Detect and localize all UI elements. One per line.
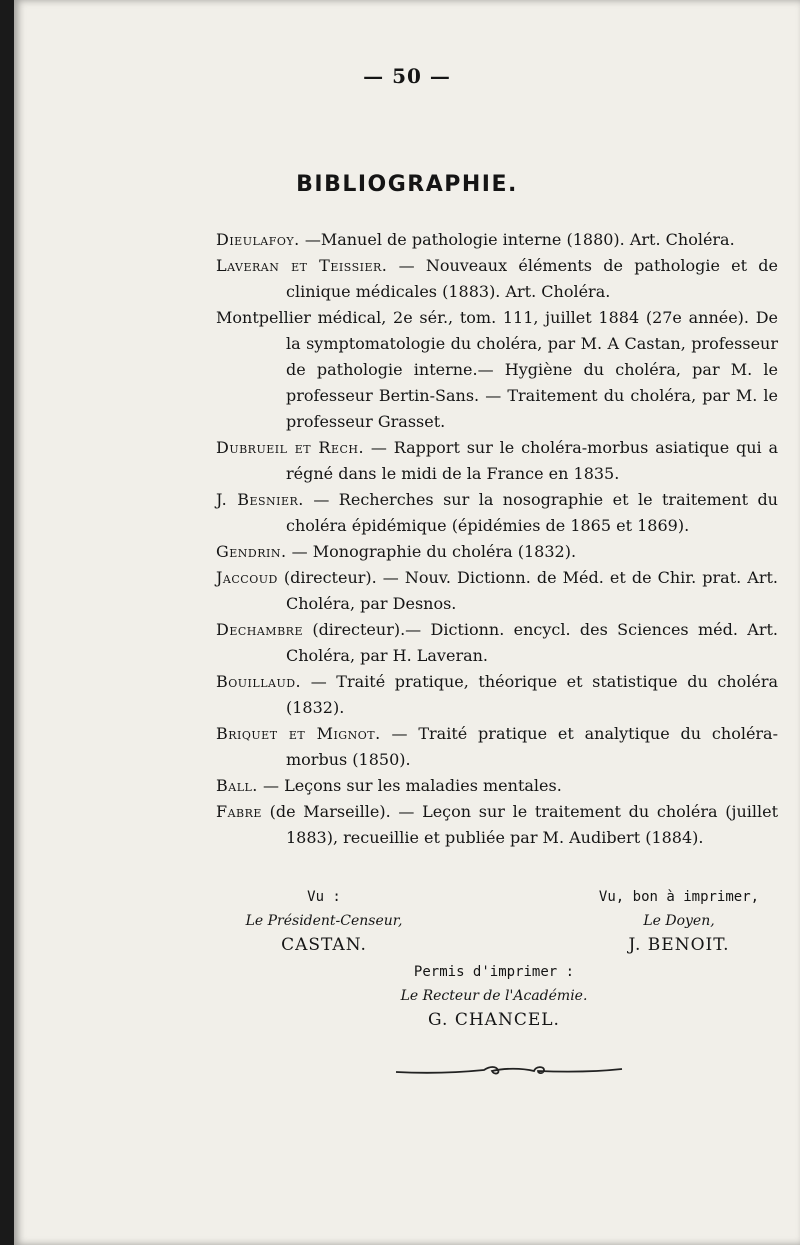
entry-author: Gendrin. bbox=[216, 542, 287, 561]
rector-approval bbox=[394, 960, 594, 1032]
bibliography-entry bbox=[216, 721, 778, 773]
bibliography-entry bbox=[216, 539, 778, 565]
entry-text: (de Marseille). — Leçon sur le traitement du choléra (juillet 1883), recueillie et publiée par M. Audibert (1884). bbox=[261, 802, 778, 847]
entry-author: Briquet et Mignot. bbox=[216, 724, 381, 743]
entry-text: — Recherches sur la nosographie et le traitement du choléra épidémique (épidémies de 1865 et 1869). bbox=[286, 490, 778, 535]
president-approval bbox=[224, 885, 424, 957]
entry-author: J. Besnier. bbox=[216, 490, 304, 509]
bibliography-entry bbox=[216, 669, 778, 721]
entry-text: (directeur). — Nouv. Dictionn. de Méd. et de Chir. prat. Art. Choléra, par Desnos. bbox=[277, 568, 778, 613]
ornament-divider-icon bbox=[394, 1060, 624, 1080]
bibliography-entry bbox=[216, 435, 778, 487]
entry-text: — Nouveaux éléments de pathologie et de clinique médicales (1883). Art. Choléra. bbox=[286, 256, 778, 301]
approval-role: Le Doyen, bbox=[643, 913, 715, 929]
entry-text: — Traité pratique et analytique du choléra-morbus (1850). bbox=[286, 724, 779, 769]
approval-label: Vu : bbox=[307, 889, 341, 905]
dean-approval bbox=[584, 885, 774, 957]
bibliography-entry bbox=[216, 487, 778, 539]
approval-label: Permis d'imprimer : bbox=[413, 964, 575, 980]
entry-text: —Manuel de pathologie interne (1880). Art. Choléra. bbox=[299, 230, 735, 249]
entry-author: Dieulafoy. bbox=[216, 230, 300, 249]
entry-text: 2e sér., tom. 111, juillet 1884 (27e année). De la symptomatologie du choléra, par M. A Castan, professeur de pathologie interne.— Hygiène du choléra, par M. le professeur Bertin-Sans. — Traitement du choléra, par M. le professeur Grasset. bbox=[286, 308, 779, 431]
entry-author: Laveran et Teissier. bbox=[216, 256, 388, 275]
page-title: BIBLIOGRAPHIE. bbox=[296, 172, 518, 197]
entry-author: Fabre bbox=[216, 802, 262, 821]
entry-text: — Leçons sur les maladies mentales. bbox=[257, 776, 562, 795]
page-number: — 50 — bbox=[363, 64, 451, 88]
entry-text: — Monographie du choléra (1832). bbox=[286, 542, 577, 561]
approval-role: Le Président-Censeur, bbox=[245, 913, 403, 929]
approval-role: Le Recteur de l'Académie. bbox=[400, 988, 588, 1004]
bibliography-list bbox=[216, 227, 778, 851]
bibliography-entry bbox=[216, 617, 778, 669]
bibliography-entry bbox=[216, 227, 778, 253]
bibliography-entry bbox=[216, 773, 778, 799]
approval-label: Vu, bon à imprimer, bbox=[598, 889, 760, 905]
entry-author: Jaccoud bbox=[216, 568, 278, 587]
bibliography-entry bbox=[216, 799, 778, 851]
document-page bbox=[14, 0, 800, 1245]
bibliography-entry bbox=[216, 253, 778, 305]
entry-text: — Rapport sur le choléra-morbus asiatique qui a régné dans le midi de la France en 1835. bbox=[286, 438, 779, 483]
bibliography-entry bbox=[216, 305, 778, 435]
entry-text: — Traité pratique, théorique et statistique du choléra (1832). bbox=[286, 672, 778, 717]
approval-name: G. CHANCEL. bbox=[428, 1010, 560, 1030]
entry-author: Ball. bbox=[216, 776, 258, 795]
entry-author: Dechambre bbox=[216, 620, 303, 639]
entry-author: Montpellier médical, bbox=[216, 308, 387, 327]
approval-name: CASTAN. bbox=[281, 935, 367, 955]
entry-text: (directeur).— Dictionn. encycl. des Sciences méd. Art. Choléra, par H. Laveran. bbox=[286, 620, 778, 665]
approval-name: J. BENOIT. bbox=[628, 935, 730, 955]
entry-author: Bouillaud. bbox=[216, 672, 302, 691]
bibliography-entry bbox=[216, 565, 778, 617]
entry-author: Dubrueil et Rech. bbox=[216, 438, 365, 457]
